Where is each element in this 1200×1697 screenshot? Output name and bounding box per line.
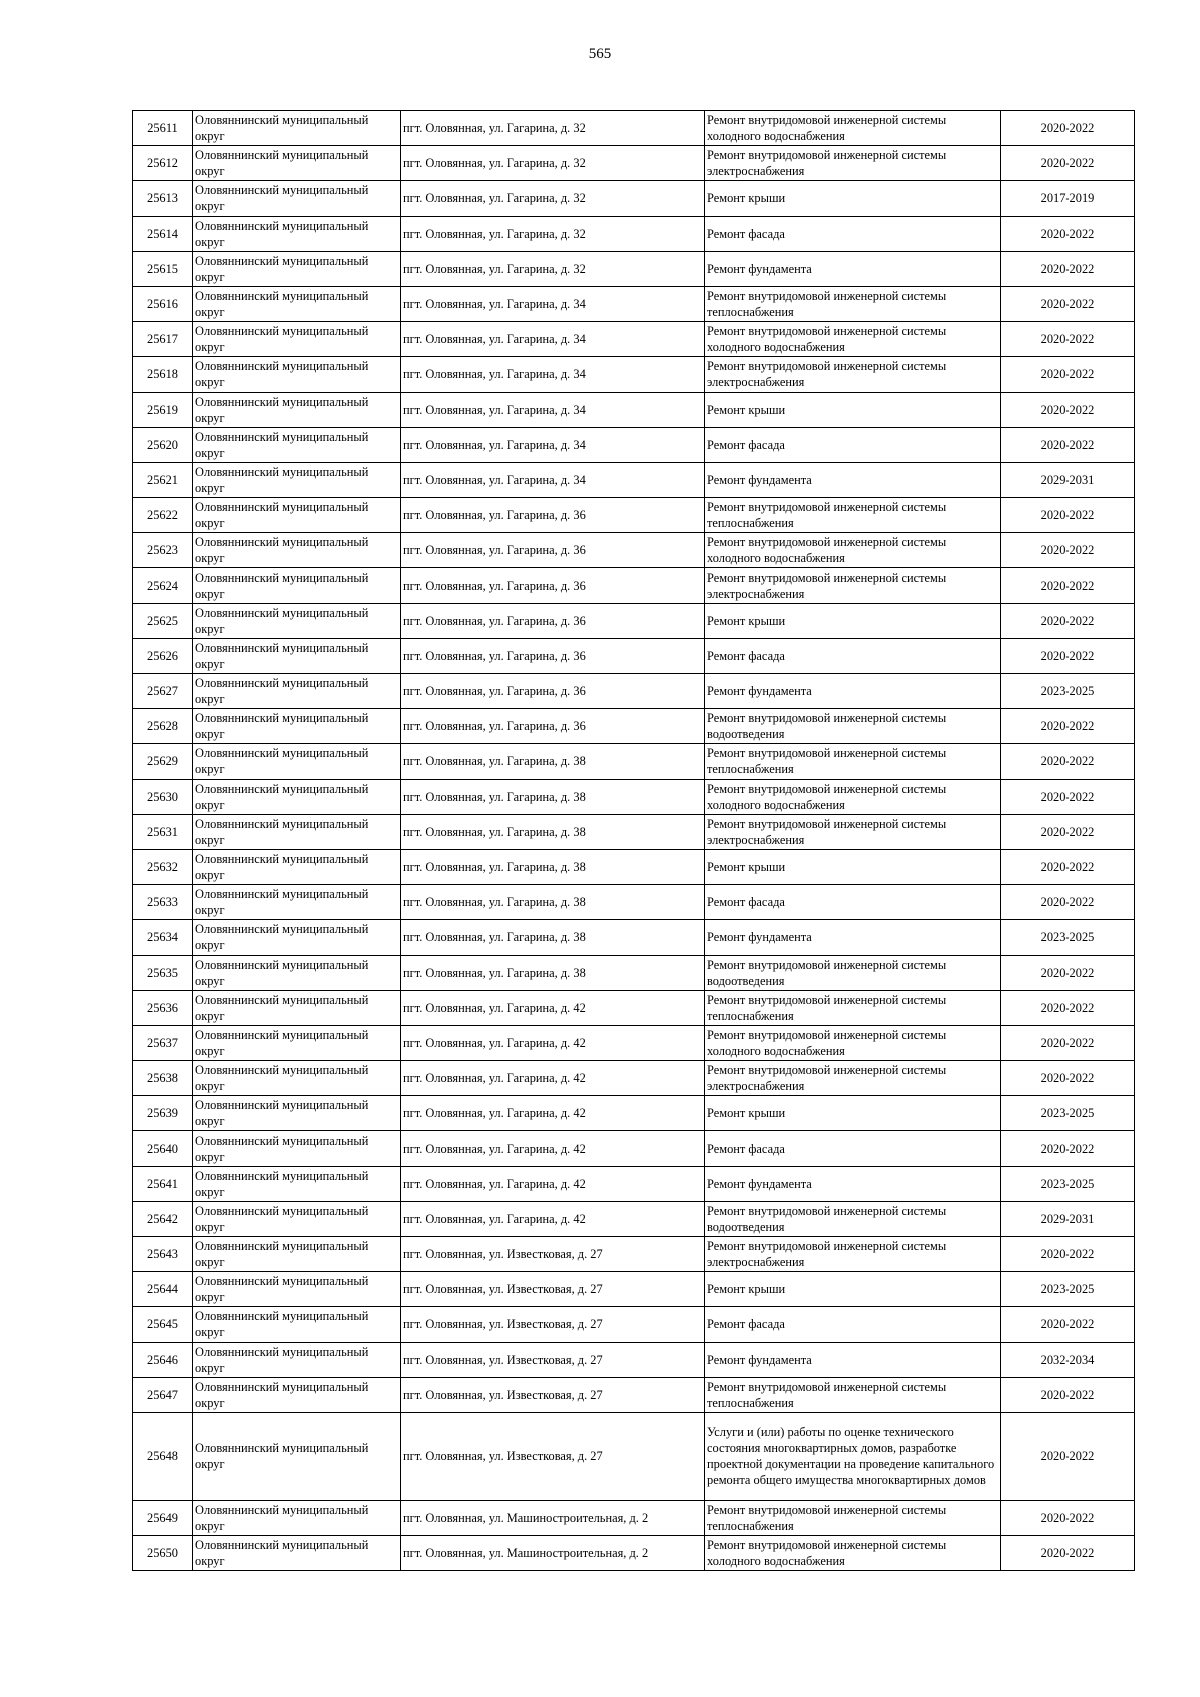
row-number: 25612 [133,146,193,181]
period-cell: 2020-2022 [1001,498,1135,533]
address-cell: пгт. Оловянная, ул. Гагарина, д. 34 [401,392,705,427]
row-number: 25647 [133,1377,193,1412]
municipality-cell: Оловяннинский муниципальный округ [193,955,401,990]
municipality-cell: Оловяннинский муниципальный округ [193,216,401,251]
work-type-cell: Ремонт фундамента [705,462,1001,497]
row-number: 25618 [133,357,193,392]
municipality-cell: Оловяннинский муниципальный округ [193,1500,401,1535]
address-cell: пгт. Оловянная, ул. Гагарина, д. 36 [401,568,705,603]
row-number: 25619 [133,392,193,427]
municipality-cell: Оловяннинский муниципальный округ [193,638,401,673]
work-type-cell: Ремонт внутридомовой инженерной системы теплоснабжения [705,1500,1001,1535]
table-row [133,462,1135,497]
period-cell: 2020-2022 [1001,1237,1135,1272]
municipality-cell: Оловяннинский муниципальный округ [193,1307,401,1342]
municipality-cell: Оловяннинский муниципальный округ [193,286,401,321]
work-type-cell: Ремонт крыши [705,849,1001,884]
address-cell: пгт. Оловянная, ул. Известковая, д. 27 [401,1377,705,1412]
address-cell: пгт. Оловянная, ул. Гагарина, д. 34 [401,286,705,321]
address-cell: пгт. Оловянная, ул. Известковая, д. 27 [401,1307,705,1342]
table-row [133,568,1135,603]
address-cell: пгт. Оловянная, ул. Гагарина, д. 36 [401,498,705,533]
work-type-cell: Ремонт фасада [705,638,1001,673]
period-cell: 2020-2022 [1001,1412,1135,1500]
municipality-cell: Оловяннинский муниципальный округ [193,1536,401,1571]
period-cell: 2020-2022 [1001,1307,1135,1342]
row-number: 25615 [133,251,193,286]
address-cell: пгт. Оловянная, ул. Гагарина, д. 38 [401,779,705,814]
row-number: 25613 [133,181,193,216]
work-type-cell: Ремонт крыши [705,392,1001,427]
table-row [133,111,1135,146]
municipality-cell: Оловяннинский муниципальный округ [193,1377,401,1412]
municipality-cell: Оловяннинский муниципальный округ [193,1096,401,1131]
table-row [133,1412,1135,1500]
table-row [133,216,1135,251]
period-cell: 2020-2022 [1001,568,1135,603]
municipality-cell: Оловяннинский муниципальный округ [193,251,401,286]
address-cell: пгт. Оловянная, ул. Гагарина, д. 42 [401,1166,705,1201]
period-cell: 2020-2022 [1001,1061,1135,1096]
period-cell: 2020-2022 [1001,251,1135,286]
period-cell: 2020-2022 [1001,603,1135,638]
address-cell: пгт. Оловянная, ул. Машиностроительная, д. 2 [401,1500,705,1535]
row-number: 25627 [133,674,193,709]
municipality-cell: Оловяннинский муниципальный округ [193,1201,401,1236]
table-row [133,392,1135,427]
table-row [133,885,1135,920]
period-cell: 2029-2031 [1001,462,1135,497]
period-cell: 2020-2022 [1001,146,1135,181]
row-number: 25644 [133,1272,193,1307]
table-row [133,1342,1135,1377]
address-cell: пгт. Оловянная, ул. Гагарина, д. 38 [401,814,705,849]
table-row [133,251,1135,286]
municipality-cell: Оловяннинский муниципальный округ [193,533,401,568]
table-row [133,1201,1135,1236]
row-number: 25650 [133,1536,193,1571]
period-cell: 2020-2022 [1001,1536,1135,1571]
period-cell: 2020-2022 [1001,111,1135,146]
address-cell: пгт. Оловянная, ул. Известковая, д. 27 [401,1342,705,1377]
row-number: 25632 [133,849,193,884]
address-cell: пгт. Оловянная, ул. Известковая, д. 27 [401,1272,705,1307]
row-number: 25628 [133,709,193,744]
municipality-cell: Оловяннинский муниципальный округ [193,1025,401,1060]
address-cell: пгт. Оловянная, ул. Гагарина, д. 42 [401,990,705,1025]
work-type-cell: Ремонт внутридомовой инженерной системы теплоснабжения [705,498,1001,533]
municipality-cell: Оловяннинский муниципальный округ [193,885,401,920]
municipality-cell: Оловяннинский муниципальный округ [193,1061,401,1096]
period-cell: 2020-2022 [1001,357,1135,392]
address-cell: пгт. Оловянная, ул. Гагарина, д. 32 [401,111,705,146]
period-cell: 2020-2022 [1001,392,1135,427]
table-row [133,1272,1135,1307]
row-number: 25611 [133,111,193,146]
page-number: 565 [588,46,612,62]
period-cell: 2020-2022 [1001,885,1135,920]
table-row [133,674,1135,709]
table-row [133,357,1135,392]
period-cell: 2020-2022 [1001,1025,1135,1060]
work-type-cell: Ремонт внутридомовой инженерной системы теплоснабжения [705,286,1001,321]
row-number: 25631 [133,814,193,849]
table-row [133,146,1135,181]
municipality-cell: Оловяннинский муниципальный округ [193,1166,401,1201]
municipality-cell: Оловяннинский муниципальный округ [193,322,401,357]
row-number: 25645 [133,1307,193,1342]
work-type-cell: Ремонт внутридомовой инженерной системы электроснабжения [705,568,1001,603]
municipality-cell: Оловяннинский муниципальный округ [193,181,401,216]
address-cell: пгт. Оловянная, ул. Гагарина, д. 42 [401,1025,705,1060]
table-row [133,955,1135,990]
row-number: 25633 [133,885,193,920]
row-number: 25648 [133,1412,193,1500]
row-number: 25643 [133,1237,193,1272]
work-type-cell: Ремонт внутридомовой инженерной системы теплоснабжения [705,744,1001,779]
period-cell: 2020-2022 [1001,744,1135,779]
period-cell: 2020-2022 [1001,1377,1135,1412]
address-cell: пгт. Оловянная, ул. Гагарина, д. 42 [401,1131,705,1166]
row-number: 25623 [133,533,193,568]
work-type-cell: Ремонт фундамента [705,674,1001,709]
work-type-cell: Ремонт фасада [705,1131,1001,1166]
work-type-cell: Ремонт внутридомовой инженерной системы электроснабжения [705,1061,1001,1096]
table-row [133,1025,1135,1060]
period-cell: 2020-2022 [1001,849,1135,884]
table-row [133,1237,1135,1272]
table-row [133,1061,1135,1096]
table-row [133,744,1135,779]
period-cell: 2017-2019 [1001,181,1135,216]
municipality-cell: Оловяннинский муниципальный округ [193,744,401,779]
period-cell: 2023-2025 [1001,920,1135,955]
row-number: 25629 [133,744,193,779]
table-row [133,286,1135,321]
table-row [133,709,1135,744]
period-cell: 2032-2034 [1001,1342,1135,1377]
municipality-cell: Оловяннинский муниципальный округ [193,357,401,392]
address-cell: пгт. Оловянная, ул. Гагарина, д. 36 [401,709,705,744]
period-cell: 2020-2022 [1001,427,1135,462]
municipality-cell: Оловяннинский муниципальный округ [193,709,401,744]
work-type-cell: Ремонт внутридомовой инженерной системы холодного водоснабжения [705,1025,1001,1060]
work-type-cell: Ремонт внутридомовой инженерной системы электроснабжения [705,146,1001,181]
period-cell: 2020-2022 [1001,216,1135,251]
address-cell: пгт. Оловянная, ул. Гагарина, д. 38 [401,920,705,955]
work-type-cell: Ремонт внутридомовой инженерной системы теплоснабжения [705,1377,1001,1412]
period-cell: 2020-2022 [1001,322,1135,357]
municipality-cell: Оловяннинский муниципальный округ [193,990,401,1025]
row-number: 25625 [133,603,193,638]
work-type-cell: Ремонт крыши [705,1096,1001,1131]
address-cell: пгт. Оловянная, ул. Гагарина, д. 34 [401,357,705,392]
address-cell: пгт. Оловянная, ул. Гагарина, д. 34 [401,427,705,462]
address-cell: пгт. Оловянная, ул. Известковая, д. 27 [401,1237,705,1272]
row-number: 25620 [133,427,193,462]
row-number: 25638 [133,1061,193,1096]
row-number: 25621 [133,462,193,497]
capital-repair-table [132,110,1135,1571]
work-type-cell: Ремонт фасада [705,427,1001,462]
municipality-cell: Оловяннинский муниципальный округ [193,920,401,955]
row-number: 25637 [133,1025,193,1060]
table-row [133,603,1135,638]
period-cell: 2020-2022 [1001,1500,1135,1535]
municipality-cell: Оловяннинский муниципальный округ [193,814,401,849]
work-type-cell: Ремонт внутридомовой инженерной системы водоотведения [705,709,1001,744]
municipality-cell: Оловяннинский муниципальный округ [193,427,401,462]
municipality-cell: Оловяннинский муниципальный округ [193,1272,401,1307]
work-type-cell: Ремонт фасада [705,885,1001,920]
work-type-cell: Ремонт крыши [705,603,1001,638]
row-number: 25640 [133,1131,193,1166]
table-row [133,920,1135,955]
address-cell: пгт. Оловянная, ул. Гагарина, д. 38 [401,744,705,779]
table-row [133,427,1135,462]
period-cell: 2023-2025 [1001,1272,1135,1307]
address-cell: пгт. Оловянная, ул. Гагарина, д. 38 [401,885,705,920]
address-cell: пгт. Оловянная, ул. Гагарина, д. 32 [401,181,705,216]
table-row [133,181,1135,216]
row-number: 25617 [133,322,193,357]
work-type-cell: Ремонт фундамента [705,251,1001,286]
municipality-cell: Оловяннинский муниципальный округ [193,1131,401,1166]
period-cell: 2023-2025 [1001,674,1135,709]
table-row [133,1307,1135,1342]
table-row [133,1500,1135,1535]
row-number: 25614 [133,216,193,251]
municipality-cell: Оловяннинский муниципальный округ [193,779,401,814]
period-cell: 2020-2022 [1001,286,1135,321]
row-number: 25630 [133,779,193,814]
table-row [133,533,1135,568]
table-row [133,990,1135,1025]
period-cell: 2020-2022 [1001,638,1135,673]
table-row [133,779,1135,814]
address-cell: пгт. Оловянная, ул. Гагарина, д. 42 [401,1201,705,1236]
work-type-cell: Ремонт внутридомовой инженерной системы холодного водоснабжения [705,779,1001,814]
period-cell: 2020-2022 [1001,779,1135,814]
period-cell: 2020-2022 [1001,709,1135,744]
period-cell: 2020-2022 [1001,1131,1135,1166]
table-row [133,1377,1135,1412]
period-cell: 2023-2025 [1001,1096,1135,1131]
period-cell: 2029-2031 [1001,1201,1135,1236]
address-cell: пгт. Оловянная, ул. Гагарина, д. 36 [401,533,705,568]
municipality-cell: Оловяннинский муниципальный округ [193,392,401,427]
work-type-cell: Ремонт фасада [705,1307,1001,1342]
address-cell: пгт. Оловянная, ул. Гагарина, д. 36 [401,603,705,638]
municipality-cell: Оловяннинский муниципальный округ [193,498,401,533]
row-number: 25635 [133,955,193,990]
table-row [133,1536,1135,1571]
row-number: 25646 [133,1342,193,1377]
row-number: 25634 [133,920,193,955]
work-type-cell: Ремонт внутридомовой инженерной системы холодного водоснабжения [705,533,1001,568]
address-cell: пгт. Оловянная, ул. Гагарина, д. 36 [401,674,705,709]
row-number: 25636 [133,990,193,1025]
municipality-cell: Оловяннинский муниципальный округ [193,603,401,638]
table-row [133,1166,1135,1201]
address-cell: пгт. Оловянная, ул. Гагарина, д. 32 [401,216,705,251]
address-cell: пгт. Оловянная, ул. Гагарина, д. 34 [401,322,705,357]
work-type-cell: Ремонт внутридомовой инженерной системы электроснабжения [705,1237,1001,1272]
work-type-cell: Ремонт фасада [705,216,1001,251]
period-cell: 2020-2022 [1001,814,1135,849]
row-number: 25626 [133,638,193,673]
municipality-cell: Оловяннинский муниципальный округ [193,849,401,884]
row-number: 25624 [133,568,193,603]
work-type-cell: Ремонт фундамента [705,920,1001,955]
work-type-cell: Ремонт внутридомовой инженерной системы холодного водоснабжения [705,1536,1001,1571]
municipality-cell: Оловяннинский муниципальный округ [193,568,401,603]
table-row [133,849,1135,884]
municipality-cell: Оловяннинский муниципальный округ [193,1237,401,1272]
work-type-cell: Ремонт фундамента [705,1342,1001,1377]
table-row [133,1096,1135,1131]
address-cell: пгт. Оловянная, ул. Гагарина, д. 42 [401,1061,705,1096]
row-number: 25616 [133,286,193,321]
address-cell: пгт. Оловянная, ул. Гагарина, д. 38 [401,955,705,990]
address-cell: пгт. Оловянная, ул. Гагарина, д. 32 [401,146,705,181]
work-type-cell: Ремонт крыши [705,1272,1001,1307]
address-cell: пгт. Оловянная, ул. Гагарина, д. 36 [401,638,705,673]
address-cell: пгт. Оловянная, ул. Гагарина, д. 34 [401,462,705,497]
work-type-cell: Ремонт внутридомовой инженерной системы водоотведения [705,1201,1001,1236]
table-body [133,111,1135,1571]
address-cell: пгт. Оловянная, ул. Гагарина, д. 42 [401,1096,705,1131]
work-type-cell: Ремонт внутридомовой инженерной системы теплоснабжения [705,990,1001,1025]
period-cell: 2023-2025 [1001,1166,1135,1201]
work-type-cell: Ремонт фундамента [705,1166,1001,1201]
work-type-cell: Ремонт внутридомовой инженерной системы водоотведения [705,955,1001,990]
table-row [133,1131,1135,1166]
work-type-cell: Ремонт внутридомовой инженерной системы холодного водоснабжения [705,111,1001,146]
row-number: 25642 [133,1201,193,1236]
work-type-cell: Услуги и (или) работы по оценке технического состояния многоквартирных домов, разработке проектной документации на проведение капитального ремонта общего имущества многоквартирных домов [705,1412,1001,1500]
municipality-cell: Оловяннинский муниципальный округ [193,111,401,146]
table-row [133,814,1135,849]
period-cell: 2020-2022 [1001,533,1135,568]
work-type-cell: Ремонт внутридомовой инженерной системы электроснабжения [705,357,1001,392]
row-number: 25641 [133,1166,193,1201]
period-cell: 2020-2022 [1001,990,1135,1025]
table-row [133,322,1135,357]
work-type-cell: Ремонт внутридомовой инженерной системы холодного водоснабжения [705,322,1001,357]
address-cell: пгт. Оловянная, ул. Машиностроительная, д. 2 [401,1536,705,1571]
municipality-cell: Оловяннинский муниципальный округ [193,1342,401,1377]
municipality-cell: Оловяннинский муниципальный округ [193,674,401,709]
row-number: 25649 [133,1500,193,1535]
row-number: 25639 [133,1096,193,1131]
table-row [133,498,1135,533]
address-cell: пгт. Оловянная, ул. Гагарина, д. 38 [401,849,705,884]
work-type-cell: Ремонт крыши [705,181,1001,216]
municipality-cell: Оловяннинский муниципальный округ [193,146,401,181]
period-cell: 2020-2022 [1001,955,1135,990]
work-type-cell: Ремонт внутридомовой инженерной системы электроснабжения [705,814,1001,849]
table-row [133,638,1135,673]
municipality-cell: Оловяннинский муниципальный округ [193,462,401,497]
row-number: 25622 [133,498,193,533]
address-cell: пгт. Оловянная, ул. Известковая, д. 27 [401,1412,705,1500]
municipality-cell: Оловяннинский муниципальный округ [193,1412,401,1500]
address-cell: пгт. Оловянная, ул. Гагарина, д. 32 [401,251,705,286]
